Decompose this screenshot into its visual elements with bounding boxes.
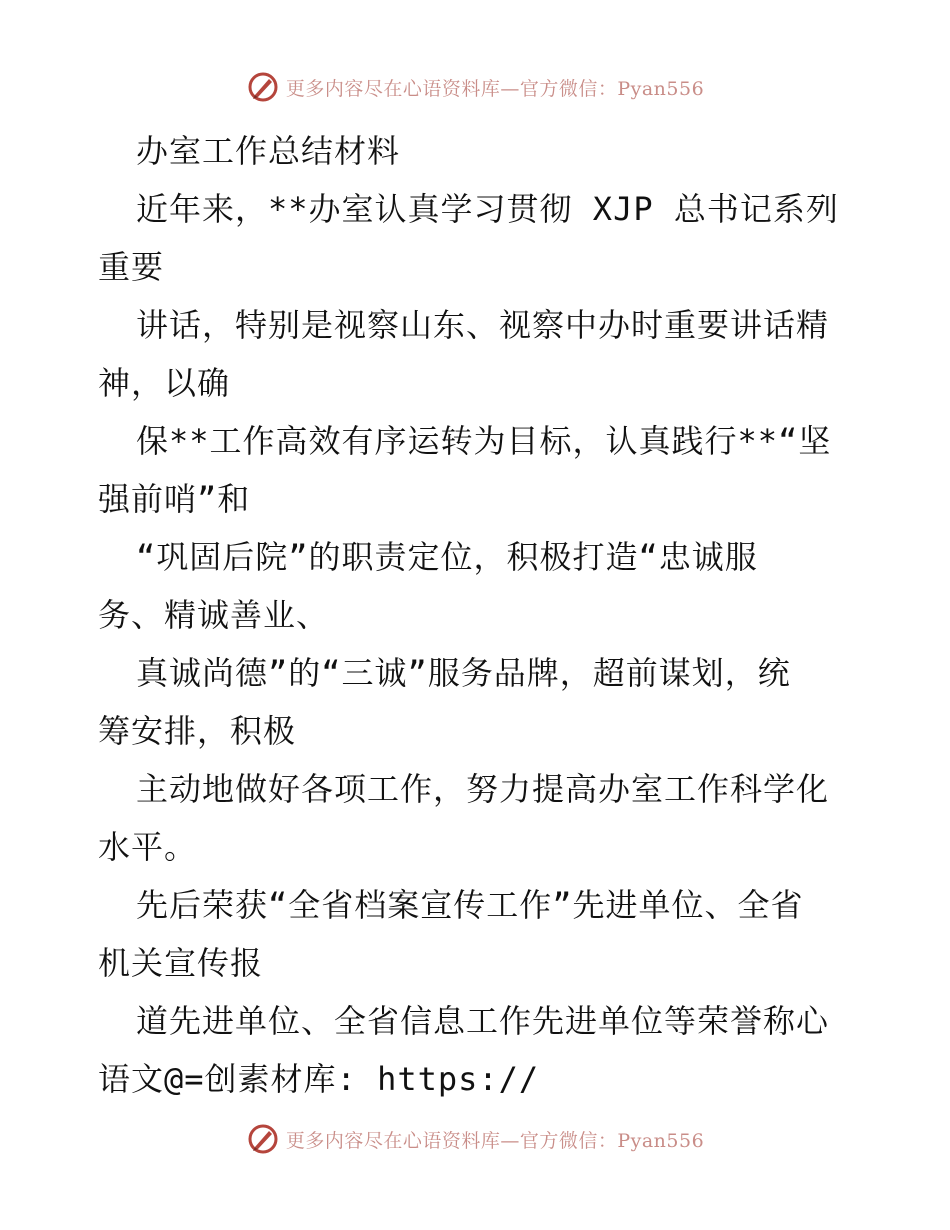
header-watermark [0, 70, 950, 104]
text-line: 主动地做好各项工作，努力提高办室工作科学化 [136, 770, 830, 808]
document-body [98, 122, 858, 1108]
text-line: 讲话，特别是视察山东、视察中办时重要讲话精 [136, 306, 830, 344]
text-line: 筹安排，积极 [98, 712, 297, 750]
text-line: 近年来，**办室认真学习贯彻 XJP 总书记系列 [136, 190, 839, 228]
text-line: 神，以确 [98, 364, 231, 402]
text-line: 真诚尚德”的“三诚”服务品牌，超前谋划，统 [136, 654, 791, 692]
footer-watermark [0, 1122, 950, 1156]
watermark-text: 更多内容尽在心语资料库—官方微信：Pyan556 [285, 1129, 705, 1152]
text-line: 强前哨”和 [98, 480, 251, 518]
text-line: 水平。 [98, 828, 198, 866]
watermark-text: 更多内容尽在心语资料库—官方微信：Pyan556 [285, 77, 705, 100]
text-line: 重要 [98, 248, 165, 286]
text-line: 先后荣获“全省档案宣传工作”先进单位、全省 [136, 886, 804, 924]
text-line: 道先进单位、全省信息工作先进单位等荣誉称心 [136, 1002, 830, 1040]
text-line: 办室工作总结材料 [136, 132, 401, 170]
pen-circle-icon [246, 70, 280, 104]
pen-circle-icon [246, 1122, 280, 1156]
text-line: 务、精诚善业、 [98, 596, 330, 634]
text-line: 保**工作高效有序运转为目标，认真践行**“坚 [136, 422, 832, 460]
text-line: 语文@=创素材库: https:// [98, 1060, 540, 1098]
text-line: “巩固后院”的职责定位，积极打造“忠诚服 [136, 538, 758, 576]
text-line: 机关宣传报 [98, 944, 264, 982]
